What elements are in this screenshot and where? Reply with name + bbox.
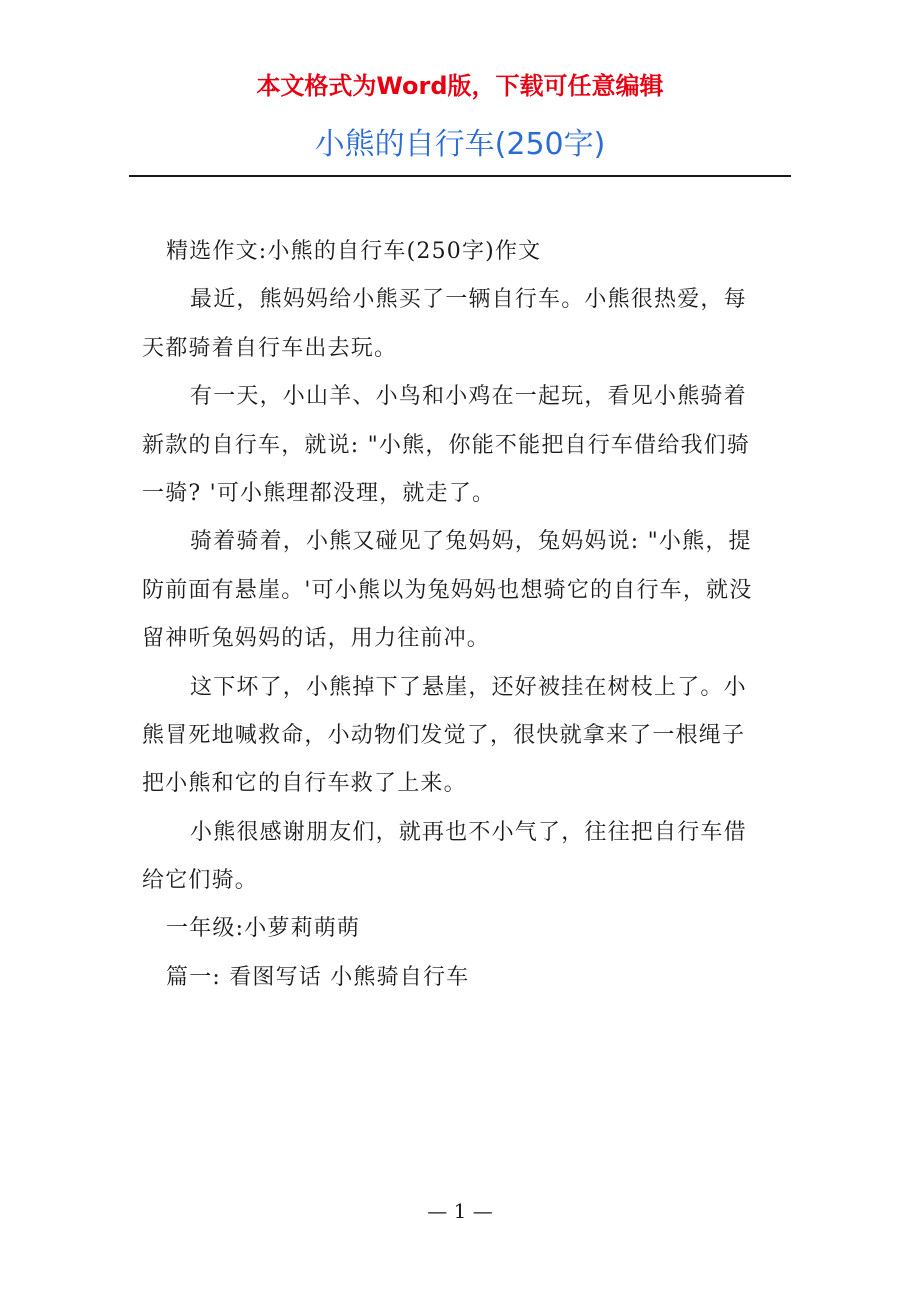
paragraph-3-line-3: 留神听兔妈妈的话，用力往前冲。 <box>142 626 491 652</box>
paragraph-5-line-1: 小熊很感谢朋友们，就再也不小气了，往往把自行车借 <box>190 819 747 845</box>
paragraph-1-line-2: 天都骑着自行车出去玩。 <box>142 335 398 361</box>
paragraph-2-line-3: 一骑? '可小熊理都没理，就走了。 <box>142 480 496 506</box>
paragraph-5-line-2: 给它们骑。 <box>142 868 259 894</box>
page-number: — 1 — <box>427 1199 493 1223</box>
paragraph-3-line-1: 骑着骑着，小熊又碰见了兔妈妈，兔妈妈说: "小熊，提 <box>190 529 752 555</box>
paragraph-4-line-3: 把小熊和它的自行车救了上来。 <box>142 771 467 797</box>
document-body <box>142 228 782 1002</box>
paragraph-4-line-1: 这下坏了，小熊掉下了悬崖，还好被挂在树枝上了。小 <box>190 674 747 700</box>
paragraph-2-line-1: 有一天，小山羊、小鸟和小鸡在一起玩，看见小熊骑着 <box>190 384 747 410</box>
paragraph-2-line-2: 新款的自行车，就说: "小熊，你能不能把自行车借给我们骑 <box>142 432 751 458</box>
paragraph-3-line-2: 防前面有悬崖。'可小熊以为兔妈妈也想骑它的自行车，就没 <box>142 577 753 603</box>
paragraph-4-line-2: 熊冒死地喊救命，小动物们发觉了，很快就拿来了一根绳子 <box>142 722 746 748</box>
next-article-line: 篇一: 看图写话 小熊骑自行车 <box>166 964 470 990</box>
essay-source-line: 精选作文:小熊的自行车(250字)作文 <box>166 239 542 264</box>
paragraph-1-line-1: 最近，熊妈妈给小熊买了一辆自行车。小熊很热爱，每 <box>190 287 747 313</box>
document-title: 小熊的自行车(250字) <box>314 127 606 162</box>
word-format-banner: 本文格式为Word版，下载可任意编辑 <box>256 72 664 100</box>
title-divider <box>129 175 791 177</box>
author-line: 一年级:小萝莉萌萌 <box>166 916 361 942</box>
